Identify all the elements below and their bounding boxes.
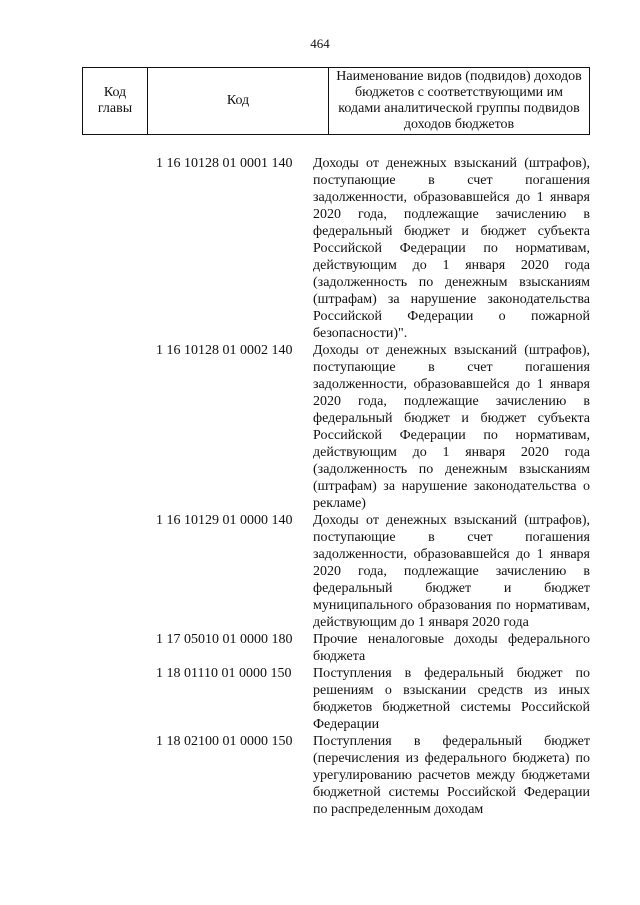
table-row [0,665,640,733]
table-body [0,155,640,818]
table-row [0,155,640,342]
row-description: Доходы от денежных взысканий (штрафов), поступающие в счет погашения задолженности, образовавшейся до 1 января 2020 года, подлежащие зачислению в федеральный бюджет и бюджет субъекта Российской Федерации по нормативам, действующим до 1 января 2020 года (задолженность по денежным взысканиям (штрафам) за нарушение законодательства Российской Федерации о пожарной безопасности)". [313,156,590,341]
table-row [0,631,640,665]
row-description: Поступления в федеральный бюджет по решениям о взыскании средств из иных бюджетов бюджетной системы Российской Федерации [313,666,590,732]
table-header-row [83,68,590,135]
row-description: Поступления в федеральный бюджет (перечисления из федерального бюджета) по урегулированию расчетов между бюджетами бюджетной системы Российской Федерации по распределенным доходам [313,734,590,817]
table-row [0,733,640,818]
page-number: 464 [310,36,330,51]
table-row [0,512,640,631]
row-code: 1 18 02100 01 0000 150 [156,734,293,749]
row-description: Доходы от денежных взысканий (штрафов), поступающие в счет погашения задолженности, образовавшейся до 1 января 2020 года, подлежащие зачислению в федеральный бюджет и бюджет муниципального образования по нормативам, действующим до 1 января 2020 года [313,513,590,630]
row-code: 1 16 10128 01 0002 140 [156,343,293,358]
row-code: 1 16 10128 01 0001 140 [156,156,293,171]
row-code: 1 18 01110 01 0000 150 [156,666,292,681]
row-description: Доходы от денежных взысканий (штрафов), поступающие в счет погашения задолженности, образовавшейся до 1 января 2020 года, подлежащие зачислению в федеральный бюджет и бюджет субъекта Российской Федерации по нормативам, действующим до 1 января 2020 года (задолженность по денежным взысканиям (штрафам) за нарушение законодательства о рекламе) [313,343,590,511]
row-description: Прочие неналоговые доходы федерального бюджета [313,632,590,664]
row-code: 1 16 10129 01 0000 140 [156,513,293,528]
table-row [0,342,640,512]
header-chapter-code: Код главы [83,68,148,135]
header-name: Наименование видов (подвидов) доходов бюджетов с соответствующими им кодами аналитической группы подвидов доходов бюджетов [329,68,590,135]
row-code: 1 17 05010 01 0000 180 [156,632,293,647]
table-header [82,67,590,135]
header-code: Код [148,68,329,135]
